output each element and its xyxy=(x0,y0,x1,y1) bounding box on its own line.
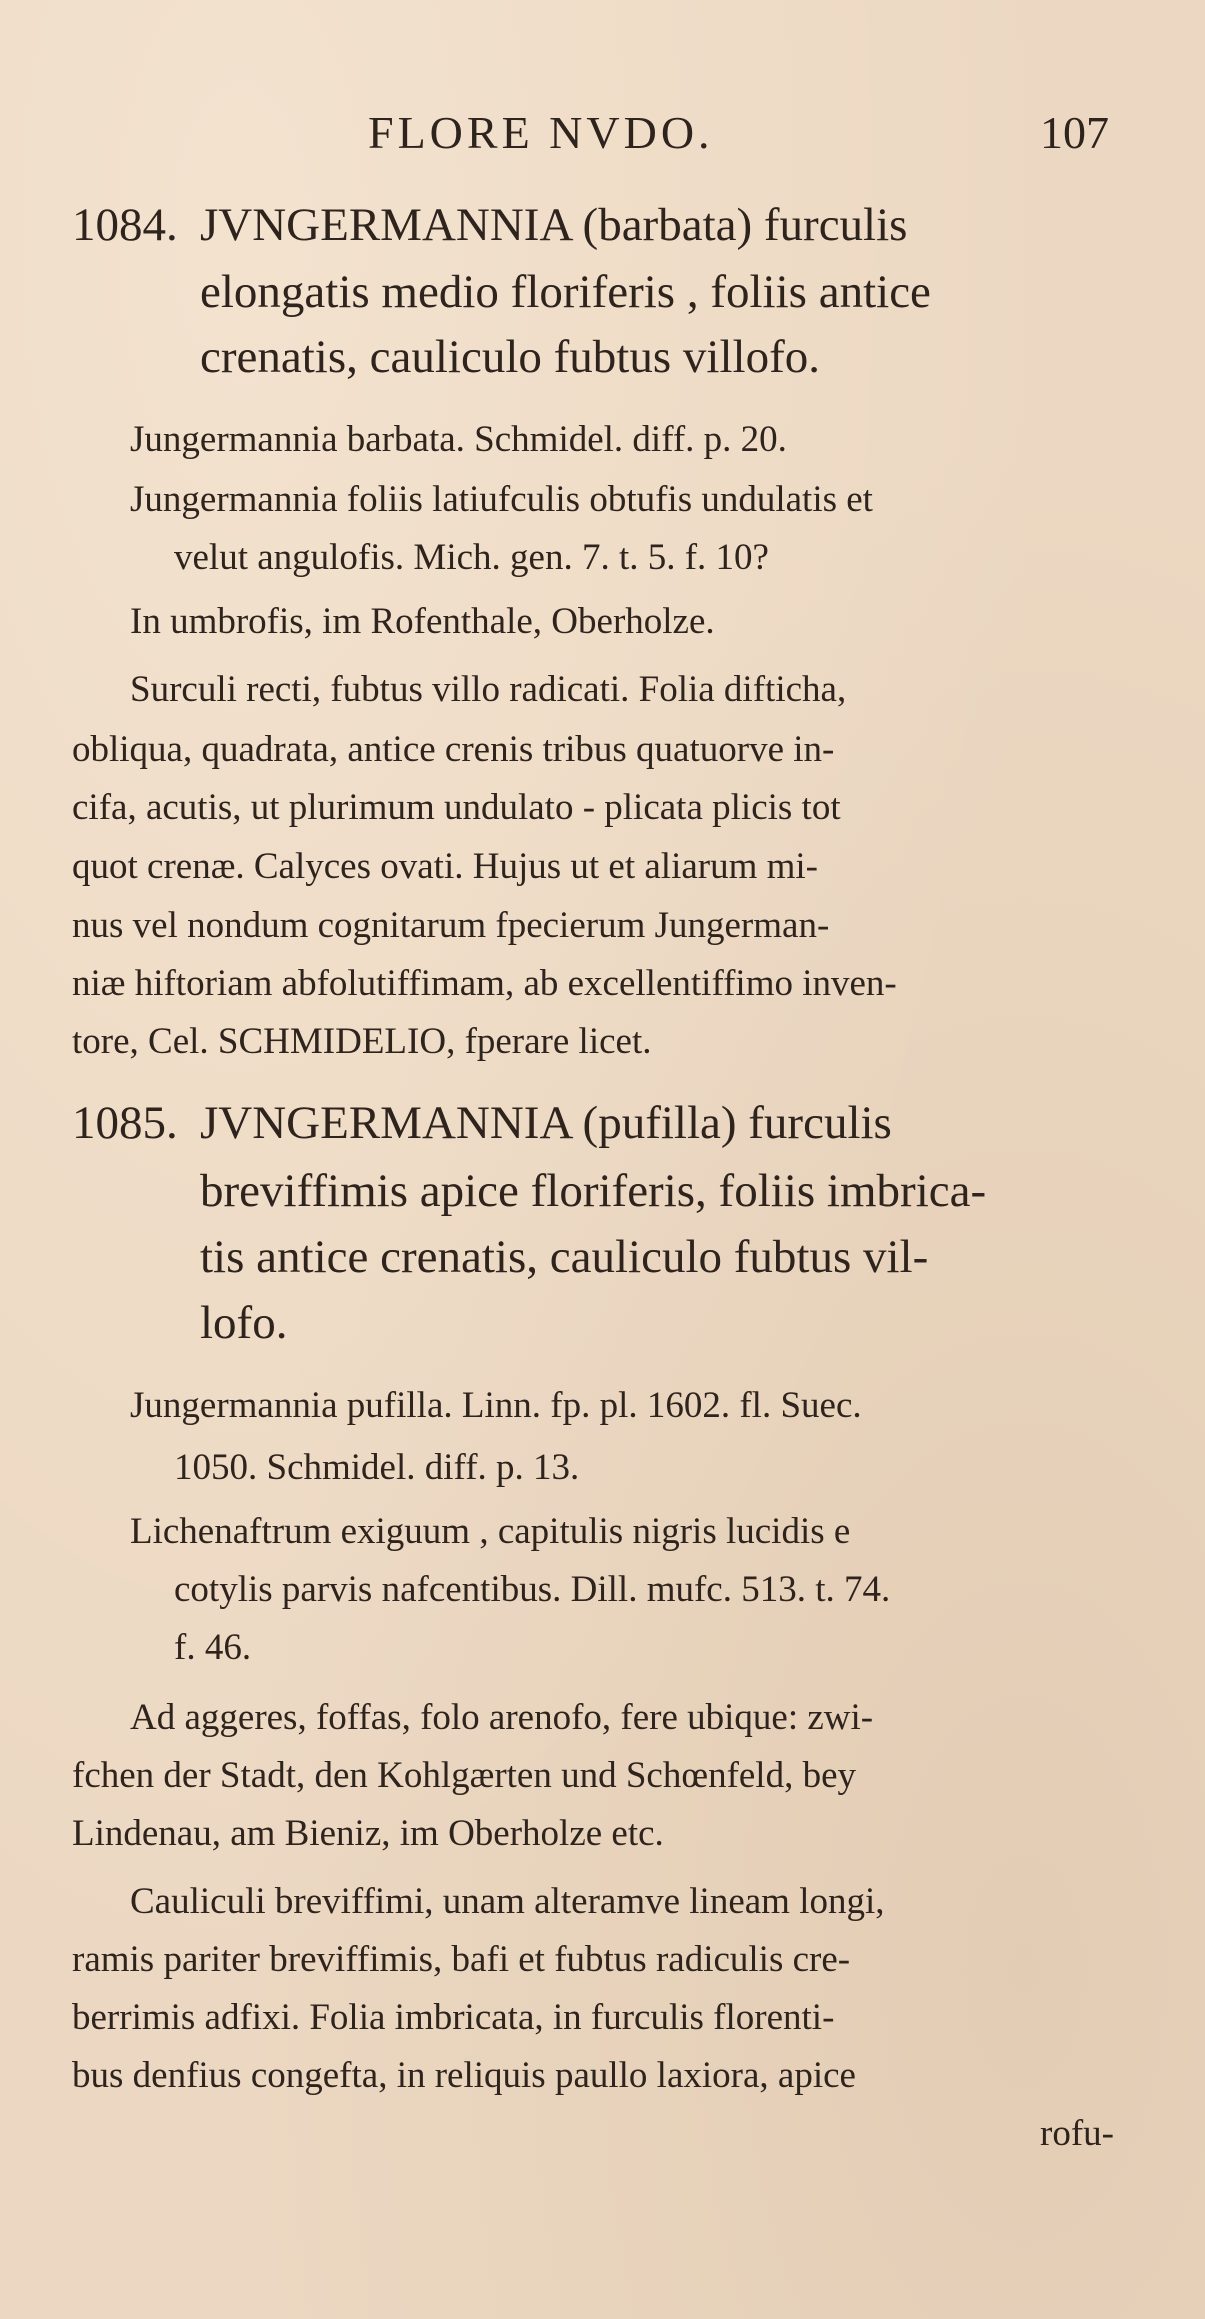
habitat-line: Lindenau, am Bieniz, im Oberholze etc. xyxy=(72,1813,664,1854)
synonym-line: Jungermannia foliis latiufculis obtufis undulatis et xyxy=(130,479,873,520)
description-line: cifa, acutis, ut plurimum undulato - plicata plicis tot xyxy=(72,787,841,828)
description-line: obliqua, quadrata, antice crenis tribus quatuorve in- xyxy=(72,729,835,770)
description-line: ramis pariter breviffimis, bafi et fubtus radiculis cre- xyxy=(72,1939,851,1980)
description-line: Surculi recti, fubtus villo radicati. Folia difticha, xyxy=(130,669,847,710)
synonym-line: velut angulofis. Mich. gen. 7. t. 5. f. 10? xyxy=(174,537,769,578)
habitat-line: In umbrofis, im Rofenthale, Oberholze. xyxy=(130,601,715,642)
description-line: niæ hiftoriam abfolutiffimam, ab excellentiffimo inven- xyxy=(72,963,897,1004)
entry-heading-line: elongatis medio floriferis , foliis antice xyxy=(200,266,931,318)
description-line: nus vel nondum cognitarum fpecierum Jungerman- xyxy=(72,905,830,946)
entry-number: 1085. xyxy=(72,1097,178,1149)
running-title: FLORE NVDO. xyxy=(368,107,714,158)
synonym-line: Jungermannia pufilla. Linn. fp. pl. 1602. fl. Suec. xyxy=(130,1385,862,1426)
entry-heading-line: lofo. xyxy=(200,1297,288,1349)
synonym-line: f. 46. xyxy=(174,1627,252,1668)
synonym-line: Lichenaftrum exiguum , capitulis nigris lucidis e xyxy=(130,1511,851,1552)
habitat-line: Ad aggeres, foffas, folo arenofo, fere ubique: zwi- xyxy=(130,1697,874,1738)
entry-number: 1084. xyxy=(72,199,178,251)
entry-heading-line: JVNGERMANNIA (pufilla) furculis xyxy=(200,1097,892,1149)
description-line: bus denfius congefta, in reliquis paullo laxiora, apice xyxy=(72,2055,856,2096)
entry-heading-line: tis antice crenatis, cauliculo fubtus vil- xyxy=(200,1231,929,1283)
description-line: Cauliculi breviffimi, unam alteramve lineam longi, xyxy=(130,1881,885,1922)
description-line: tore, Cel. SCHMIDELIO, fperare licet. xyxy=(72,1021,652,1062)
synonym-line: 1050. Schmidel. diff. p. 13. xyxy=(174,1447,580,1488)
entry-heading-line: breviffimis apice floriferis, foliis imbrica- xyxy=(200,1165,987,1217)
catchword: rofu- xyxy=(1040,2113,1114,2154)
entry-heading-line: crenatis, cauliculo fubtus villofo. xyxy=(200,331,820,383)
synonym-line: cotylis parvis nafcentibus. Dill. mufc. 513. t. 74. xyxy=(174,1569,891,1610)
description-line: berrimis adfixi. Folia imbricata, in furculis florenti- xyxy=(72,1997,835,2038)
page-number: 107 xyxy=(1040,107,1109,158)
habitat-line: fchen der Stadt, den Kohlgærten und Schœnfeld, bey xyxy=(72,1755,857,1796)
description-line: quot crenæ. Calyces ovati. Hujus ut et aliarum mi- xyxy=(72,846,818,887)
entry-heading-line: JVNGERMANNIA (barbata) furculis xyxy=(200,199,908,251)
synonym-line: Jungermannia barbata. Schmidel. diff. p. 20. xyxy=(130,419,787,460)
page-header xyxy=(0,106,1205,166)
